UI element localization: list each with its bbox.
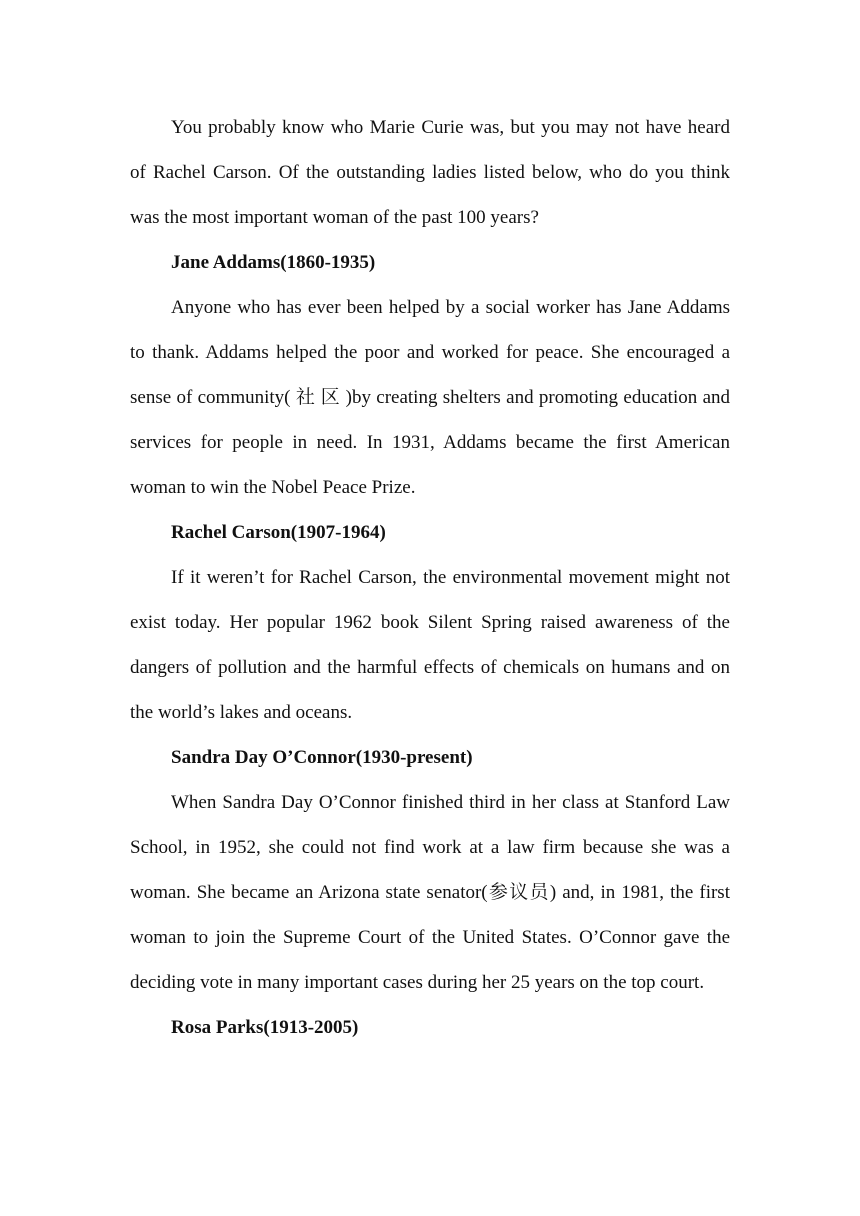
paragraph-sandra-day-oconnor: When Sandra Day O’Connor finished third in her class at Stanford Law School, in 1952, she could not find work at a law firm because she was a woman. She became an Arizona state senator(参议员) and, in 1981, the first woman to join the Supreme Court of the United States. O’Connor gave the deciding vote in many important cases during her 25 years on the top court. — [130, 792, 730, 993]
document-body — [130, 105, 730, 1050]
heading-sandra-day-oconnor: Sandra Day O’Connor(1930-present) — [171, 747, 473, 768]
paragraph-jane-addams: Anyone who has ever been helped by a social worker has Jane Addams to thank. Addams helped the poor and worked for peace. She encouraged a sense of community( 社 区 )by creating shelters and promoting education and services for people in need. In 1931, Addams became the first American woman to win the Nobel Peace Prize. — [130, 297, 730, 498]
heading-jane-addams: Jane Addams(1860-1935) — [171, 252, 376, 273]
heading-rachel-carson: Rachel Carson(1907-1964) — [171, 522, 386, 543]
intro-paragraph: You probably know who Marie Curie was, but you may not have heard of Rachel Carson. Of the outstanding ladies listed below, who do you think was the most important woman of the past 100 years? — [130, 117, 730, 228]
heading-rosa-parks: Rosa Parks(1913-2005) — [171, 1017, 359, 1038]
paragraph-rachel-carson: If it weren’t for Rachel Carson, the environmental movement might not exist today. Her popular 1962 book Silent Spring raised awareness of the dangers of pollution and the harmful effects of chemicals on humans and on the world’s lakes and oceans. — [130, 567, 730, 723]
